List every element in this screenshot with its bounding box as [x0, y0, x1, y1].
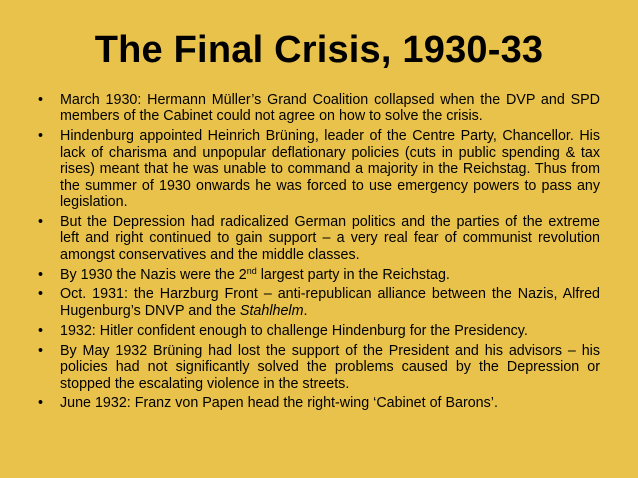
bullet-item	[38, 128, 600, 210]
bullet-dot: •	[38, 286, 44, 303]
bullet-text: June 1932: Franz von Papen head the right-wing ‘Cabinet of Barons’.	[60, 395, 498, 412]
bullet-dot: •	[38, 342, 44, 359]
bullet-dot: •	[38, 395, 44, 412]
bullet-list	[38, 92, 600, 415]
bullet-item	[38, 214, 600, 263]
bullet-dot: •	[38, 128, 44, 145]
bullet-text: Hindenburg appointed Heinrich Brüning, leader of the Centre Party, Chancellor. His lack of charisma and unpopular deflationary policies (cuts in public spending & tax rises) meant that he was unable to command a majority in the Reichstag. Thus from the summer of 1930 onwards he was forced to use emergency powers to pass any legislation.	[60, 128, 600, 210]
bullet-text-post: largest party in the Reichstag.	[256, 266, 450, 283]
bullet-item	[38, 286, 600, 319]
bullet-dot: •	[38, 92, 44, 108]
bullet-text: 1932: Hitler confident enough to challenge Hindenburg for the Presidency.	[60, 322, 528, 339]
bullet-item	[38, 343, 600, 392]
italic-term: Stahlhelm	[239, 302, 304, 319]
bullet-text-pre: By 1930 the Nazis were the 2	[60, 266, 247, 283]
bullet-text-pre: Oct. 1931: the Harzburg Front – anti-republican alliance between the Nazis, Alfred Hugenburg’s DNVP and the	[60, 286, 600, 319]
bullet-text: March 1930: Hermann Müller’s Grand Coalition collapsed when the DVP and SPD members of the Cabinet could not agree on how to solve the crisis.	[60, 92, 600, 125]
bullet-dot: •	[38, 266, 44, 283]
bullet-dot: •	[38, 213, 44, 230]
slide-title: The Final Crisis, 1930-33	[94, 29, 544, 71]
bullet-item	[38, 267, 600, 283]
bullet-dot: •	[38, 322, 44, 339]
bullet-item	[38, 323, 600, 339]
bullet-text: But the Depression had radicalized German politics and the parties of the extreme left and right continued to gain support – a very real fear of communist revolution amongst conservatives and the middle classes.	[60, 213, 600, 263]
ordinal-superscript: nd	[246, 265, 257, 276]
bullet-text: By May 1932 Brüning had lost the support of the President and his advisors – his policies had not significantly solved the problems caused by the Depression or stopped the escalating violence in the streets.	[60, 342, 600, 392]
bullet-item	[38, 395, 600, 411]
bullet-item	[38, 92, 600, 125]
bullet-text-post: .	[303, 302, 308, 319]
